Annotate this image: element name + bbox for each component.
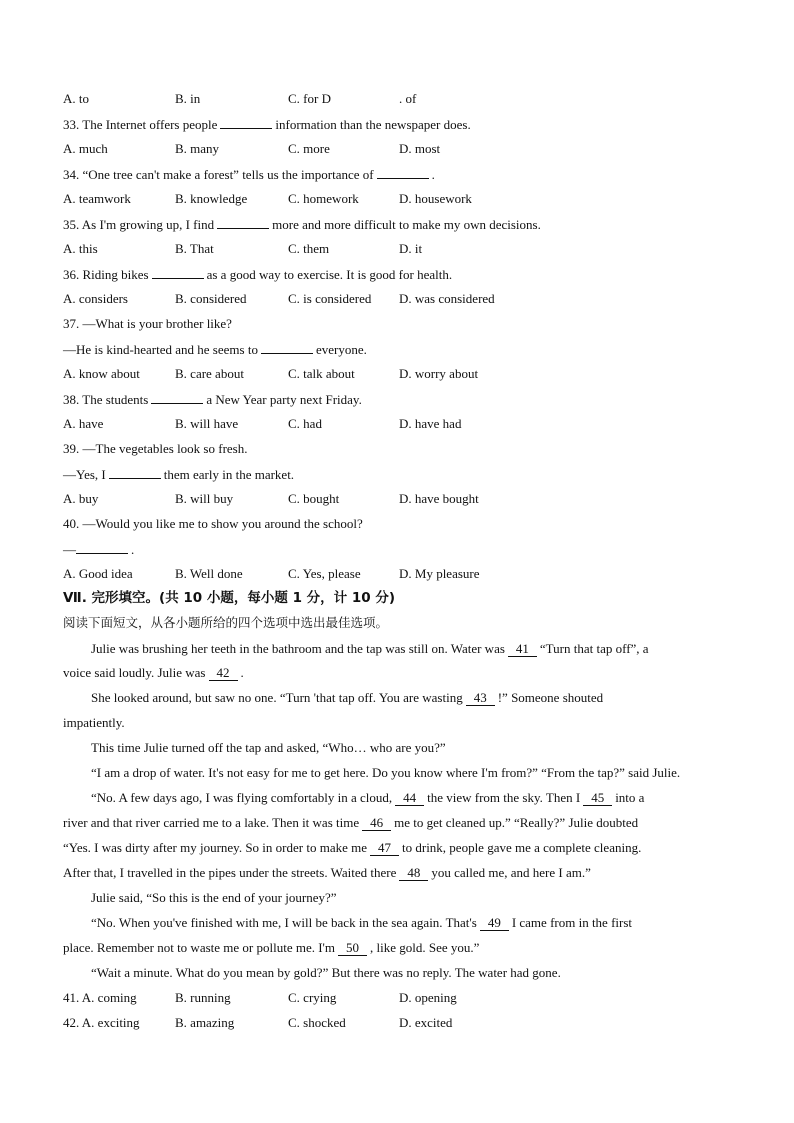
q39-option-a[interactable]: A. buy <box>63 491 99 506</box>
passage-text: She looked around, but saw no one. “Turn 'that tap off. You are wasting <box>91 690 463 705</box>
q35-option-b[interactable]: B. That <box>175 241 214 256</box>
q38-option-b[interactable]: B. will have <box>175 416 239 431</box>
q36-option-b[interactable]: B. considered <box>175 291 247 306</box>
q38-stem-a: 38. The students <box>63 392 149 407</box>
q35-blank[interactable] <box>217 214 269 229</box>
q32-option-a[interactable]: A. to <box>63 91 89 106</box>
q42-option-b[interactable]: B. amazing <box>175 1015 235 1030</box>
passage-text: “Yes. I was dirty after my journey. So in order to make me <box>63 840 367 855</box>
q41-option-c[interactable]: C. crying <box>288 990 337 1005</box>
q41-option-a[interactable]: 41. A. coming <box>63 990 137 1005</box>
q40-options <box>63 564 734 584</box>
q33-stem-b: information than the newspaper does. <box>275 117 471 132</box>
q35-option-a[interactable]: A. this <box>63 241 98 256</box>
q34-option-a[interactable]: A. teamwork <box>63 191 131 206</box>
blank-46[interactable]: 46 <box>362 815 391 831</box>
passage-line-5: This time Julie turned off the tap and asked, “Who… who are you?” <box>91 740 446 755</box>
q39-stem-a: —Yes, I <box>63 467 106 482</box>
q37-stem-b: everyone. <box>315 342 367 357</box>
q36-stem-b: as a good way to exercise. It is good for health. <box>206 267 453 282</box>
q42-option-a[interactable]: 42. A. exciting <box>63 1015 140 1030</box>
blank-48[interactable]: 48 <box>399 865 428 881</box>
q33-option-d[interactable]: D. most <box>399 141 441 156</box>
q37-line1: 37. —What is your brother like? <box>63 316 232 331</box>
q32-option-c[interactable]: C. for D <box>288 91 331 106</box>
passage-text: me to get cleaned up.” “Really?” Julie doubted <box>394 815 639 830</box>
blank-44[interactable]: 44 <box>395 790 424 806</box>
passage-line-14: “Wait a minute. What do you mean by gold?” But there was no reply. The water had gone. <box>91 965 561 980</box>
q40-option-c[interactable]: C. Yes, please <box>288 566 361 581</box>
q37-blank[interactable] <box>261 339 313 354</box>
passage-text: “No. When you've finished with me, I will be back in the sea again. That's <box>91 915 477 930</box>
q38-blank[interactable] <box>151 389 203 404</box>
q39-option-b[interactable]: B. will buy <box>175 491 234 506</box>
passage-text: . <box>240 665 244 680</box>
passage-line-11: Julie said, “So this is the end of your journey?” <box>91 890 337 905</box>
q37-option-c[interactable]: C. talk about <box>288 366 355 381</box>
q33-option-b[interactable]: B. many <box>175 141 220 156</box>
q34-stem-b: . <box>431 167 435 182</box>
passage-text: to drink, people gave me a complete cleaning. <box>402 840 642 855</box>
q36-option-c[interactable]: C. is considered <box>288 291 372 306</box>
passage-line-3 <box>91 688 734 708</box>
blank-43[interactable]: 43 <box>466 690 495 706</box>
passage-text: into a <box>615 790 645 805</box>
q37-stem-a: —He is kind-hearted and he seems to <box>63 342 258 357</box>
passage-line-1 <box>91 639 734 659</box>
q39-option-c[interactable]: C. bought <box>288 491 340 506</box>
q33-option-a[interactable]: A. much <box>63 141 108 156</box>
blank-50[interactable]: 50 <box>338 940 367 956</box>
q39-line1: 39. —The vegetables look so fresh. <box>63 441 248 456</box>
q36-stem <box>63 264 734 284</box>
q39-option-d[interactable]: D. have bought <box>399 491 479 506</box>
q35-stem <box>63 214 734 234</box>
q34-option-b[interactable]: B. knowledge <box>175 191 248 206</box>
q40-option-b[interactable]: B. Well done <box>175 566 243 581</box>
q35-option-d[interactable]: D. it <box>399 241 423 256</box>
q38-option-d[interactable]: D. have had <box>399 416 462 431</box>
q36-blank[interactable] <box>152 264 204 279</box>
passage-text: I came from in the first <box>511 915 633 930</box>
q39-stem-b: them early in the market. <box>163 467 295 482</box>
q38-option-c[interactable]: C. had <box>288 416 322 431</box>
q32-option-d[interactable]: . of <box>399 91 417 106</box>
q35-stem-a: 35. As I'm growing up, I find <box>63 217 215 232</box>
passage-line-13 <box>63 938 734 958</box>
passage-line-7 <box>91 788 734 808</box>
q33-options <box>63 139 734 159</box>
q32-options <box>63 89 734 109</box>
q32-option-b[interactable]: B. in <box>175 91 201 106</box>
q38-option-a[interactable]: A. have <box>63 416 104 431</box>
q33-stem-a: 33. The Internet offers people <box>63 117 218 132</box>
passage-line-9 <box>63 838 734 858</box>
passage-text: voice said loudly. Julie was <box>63 665 206 680</box>
q41-option-b[interactable]: B. running <box>175 990 231 1005</box>
q36-option-a[interactable]: A. considers <box>63 291 128 306</box>
blank-49[interactable]: 49 <box>480 915 509 931</box>
q33-blank[interactable] <box>220 114 272 129</box>
q37-stem <box>63 339 734 359</box>
q38-options <box>63 414 734 434</box>
q37-option-d[interactable]: D. worry about <box>399 366 479 381</box>
q37-options <box>63 364 734 384</box>
q39-options <box>63 489 734 509</box>
q34-option-d[interactable]: D. housework <box>399 191 472 206</box>
q34-stem-a: 34. “One tree can't make a forest” tells us the importance of <box>63 167 374 182</box>
passage-text: place. Remember not to waste me or pollute me. I'm <box>63 940 336 955</box>
passage-text: river and that river carried me to a lake. Then it was time <box>63 815 360 830</box>
q40-option-a[interactable]: A. Good idea <box>63 566 133 581</box>
q40-stem <box>63 539 734 559</box>
q38-stem <box>63 389 734 409</box>
passage-line-4: impatiently. <box>63 715 125 730</box>
blank-47[interactable]: 47 <box>370 840 399 856</box>
q34-options <box>63 189 734 209</box>
q42-options <box>63 1013 734 1033</box>
passage-line-12 <box>91 913 734 933</box>
passage-text: After that, I travelled in the pipes under the streets. Waited there <box>63 865 397 880</box>
q42-option-c[interactable]: C. shocked <box>288 1015 346 1030</box>
blank-42[interactable]: 42 <box>209 665 238 681</box>
q35-options <box>63 239 734 259</box>
q37-option-a[interactable]: A. know about <box>63 366 140 381</box>
q41-options <box>63 988 734 1008</box>
q40-blank[interactable] <box>76 539 128 554</box>
q33-option-c[interactable]: C. more <box>288 141 330 156</box>
q39-blank[interactable] <box>109 464 161 479</box>
passage-text: Julie was brushing her teeth in the bathroom and the tap was still on. Water was <box>91 641 505 656</box>
q40-stem-b: . <box>131 542 135 557</box>
q40-option-d[interactable]: D. My pleasure <box>399 566 480 581</box>
passage-text: you called me, and here I am.” <box>431 865 591 880</box>
q42-option-d[interactable]: D. excited <box>399 1015 453 1030</box>
q36-option-d[interactable]: D. was considered <box>399 291 495 306</box>
q39-stem <box>63 464 734 484</box>
q37-option-b[interactable]: B. care about <box>175 366 244 381</box>
q34-blank[interactable] <box>377 164 429 179</box>
passage-line-8 <box>63 813 734 833</box>
q35-option-c[interactable]: C. them <box>288 241 330 256</box>
blank-41[interactable]: 41 <box>508 641 537 657</box>
q40-stem-a: — <box>63 542 76 557</box>
passage-line-2 <box>63 663 734 683</box>
q41-option-d[interactable]: D. opening <box>399 990 457 1005</box>
q38-stem-b: a New Year party next Friday. <box>206 392 362 407</box>
passage-text: “No. A few days ago, I was flying comfortably in a cloud, <box>91 790 393 805</box>
q34-option-c[interactable]: C. homework <box>288 191 359 206</box>
q35-stem-b: more and more difficult to make my own decisions. <box>272 217 541 232</box>
section-7-instruction: 阅读下面短文，从各小题所给的四个选项中选出最佳选项。 <box>63 615 389 630</box>
passage-line-6: “I am a drop of water. It's not easy for me to get here. Do you know where I'm from?” “From the tap?” said Julie. <box>91 765 681 780</box>
q40-line1: 40. —Would you like me to show you around the school? <box>63 516 363 531</box>
blank-45[interactable]: 45 <box>583 790 612 806</box>
passage-text: !” Someone shouted <box>497 690 604 705</box>
passage-text: “Turn that tap off”, a <box>539 641 649 656</box>
q34-stem <box>63 164 734 184</box>
q36-options <box>63 289 734 309</box>
q33-stem <box>63 114 734 134</box>
section-7-title: Ⅶ. 完形填空。(共 10 小题，每小题 1 分，计 10 分) <box>63 590 396 606</box>
passage-text: , like gold. See you.” <box>370 940 480 955</box>
passage-text: the view from the sky. Then I <box>427 790 581 805</box>
passage-line-10 <box>63 863 734 883</box>
q36-stem-a: 36. Riding bikes <box>63 267 149 282</box>
